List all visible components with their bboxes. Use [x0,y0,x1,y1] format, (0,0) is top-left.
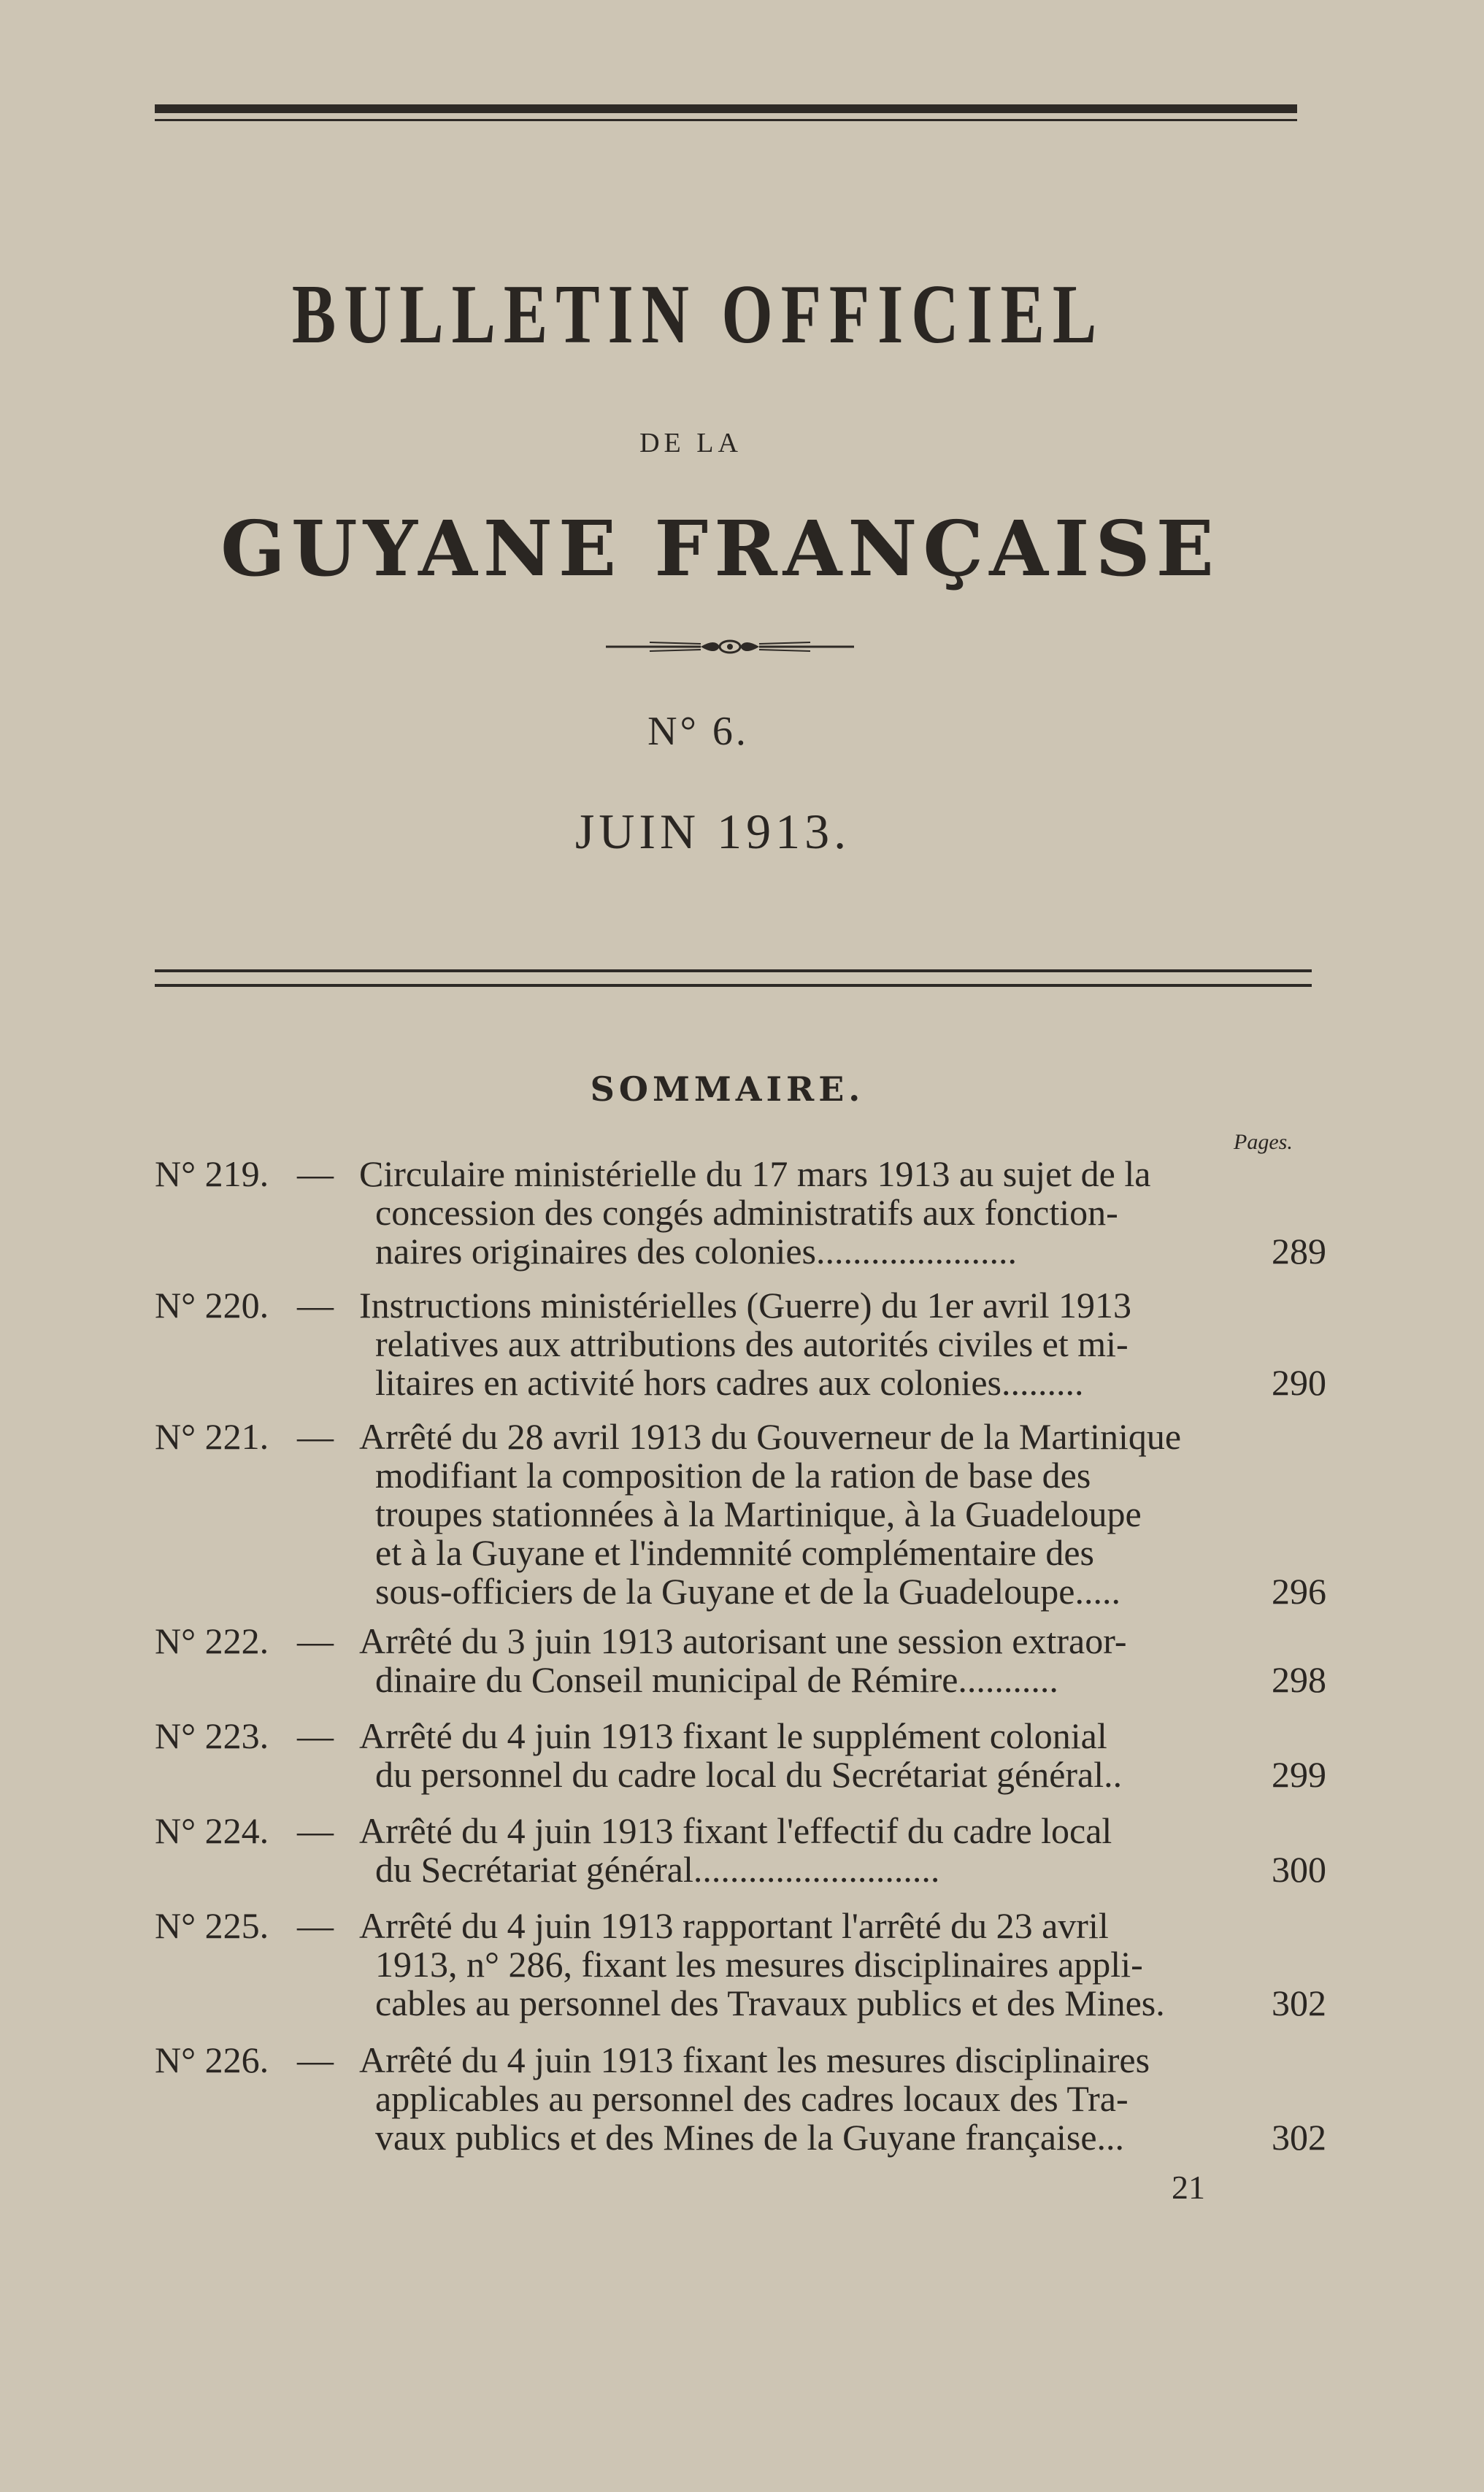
entry-dash: — [297,1153,334,1194]
entry-number: N° 219. [155,1153,269,1194]
folio-number: 21 [1172,2169,1205,2206]
entry-page: 302 [1272,2117,1326,2158]
top-rule-thick [155,104,1297,113]
issue-date: JUIN 1913. [574,804,851,859]
entry-number: N° 221. [155,1416,269,1457]
entry-page: 299 [1272,1754,1326,1795]
entry-page: 289 [1272,1231,1326,1272]
entry-dash: — [297,1715,334,1756]
entry-page: 300 [1272,1849,1326,1890]
entry-line: modifiant la composition de la ration de base des [375,1455,1091,1496]
entry-line: naires originaires des colonies...................... [375,1231,1017,1272]
entry-line: Arrêté du 4 juin 1913 fixant le supplément colonial [359,1715,1107,1756]
entry-line: Arrêté du 28 avril 1913 du Gouverneur de la Martinique [359,1416,1182,1457]
entry-line: du personnel du cadre local du Secrétariat général.. [375,1754,1123,1795]
entry-line: Arrêté du 4 juin 1913 rapportant l'arrêté du 23 avril [359,1905,1109,1946]
entry-line: Arrêté du 3 juin 1913 autorisant une session extraor- [359,1620,1127,1661]
sommaire-heading: SOMMAIRE. [590,1069,865,1109]
entry-number: N° 225. [155,1905,269,1946]
entry-dash: — [297,1810,334,1851]
entry-dash: — [297,1905,334,1946]
entry-line: Arrêté du 4 juin 1913 fixant les mesures disciplinaires [359,2039,1150,2080]
bulletin-title: BULLETIN OFFICIEL [291,268,1105,361]
entry-number: N° 224. [155,1810,269,1851]
entry-line: cables au personnel des Travaux publics et des Mines. [375,1983,1165,2023]
entry-text [359,1418,1253,1611]
pages-column-label: Pages. [1234,1130,1293,1154]
entry-line: du Secrétariat général........................... [375,1849,940,1890]
entry-text [359,1286,1253,1402]
entry-page: 298 [1272,1659,1326,1700]
entry-dash: — [297,1620,334,1661]
entry-page: 302 [1272,1983,1326,2023]
entry-line: vaux publics et des Mines de la Guyane française... [375,2117,1125,2158]
entry-line: et à la Guyane et l'indemnité complémentaire des [375,1532,1095,1573]
territory-title: GUYANE FRANÇAISE [220,504,1220,593]
entry-line: applicables au personnel des cadres locaux des Tra- [375,2078,1129,2119]
entry-line: dinaire du Conseil municipal de Rémire........... [375,1659,1058,1700]
entry-number: N° 222. [155,1620,269,1661]
ornament-divider [606,634,854,660]
entry-page: 296 [1272,1571,1326,1612]
entry-text [359,1622,1253,1699]
entry-number: N° 223. [155,1715,269,1756]
entry-text [359,1155,1253,1271]
entry-dash: — [297,1416,334,1457]
mid-rule-2 [155,984,1312,987]
entry-number: N° 220. [155,1285,269,1326]
entry-line: sous-officiers de la Guyane et de la Guadeloupe..... [375,1571,1120,1612]
entry-line: Arrêté du 4 juin 1913 fixant l'effectif du cadre local [359,1810,1112,1851]
entry-line: relatives aux attributions des autorités civiles et mi- [375,1323,1129,1364]
de-la-label: DE LA [639,428,742,458]
issue-number: N° 6. [647,709,749,754]
entry-line: Instructions ministérielles (Guerre) du 1er avril 1913 [359,1285,1132,1326]
entry-line: Circulaire ministérielle du 17 mars 1913 au sujet de la [359,1153,1151,1194]
entry-dash: — [297,1285,334,1326]
entry-line: 1913, n° 286, fixant les mesures disciplinaires appli- [375,1944,1143,1985]
entry-number: N° 226. [155,2039,269,2080]
entry-line: concession des congés administratifs aux fonction- [375,1192,1118,1233]
entry-text [359,1812,1253,1889]
entry-text [359,1717,1253,1794]
entry-line: troupes stationnées à la Martinique, à la Guadeloupe [375,1493,1142,1534]
mid-rule-1 [155,969,1312,972]
top-rule-thin [155,119,1297,121]
entry-text [359,2041,1253,2157]
entry-dash: — [297,2039,334,2080]
entry-page: 290 [1272,1362,1326,1403]
entry-line: litaires en activité hors cadres aux colonies......... [375,1362,1084,1403]
entry-text [359,1907,1253,2023]
